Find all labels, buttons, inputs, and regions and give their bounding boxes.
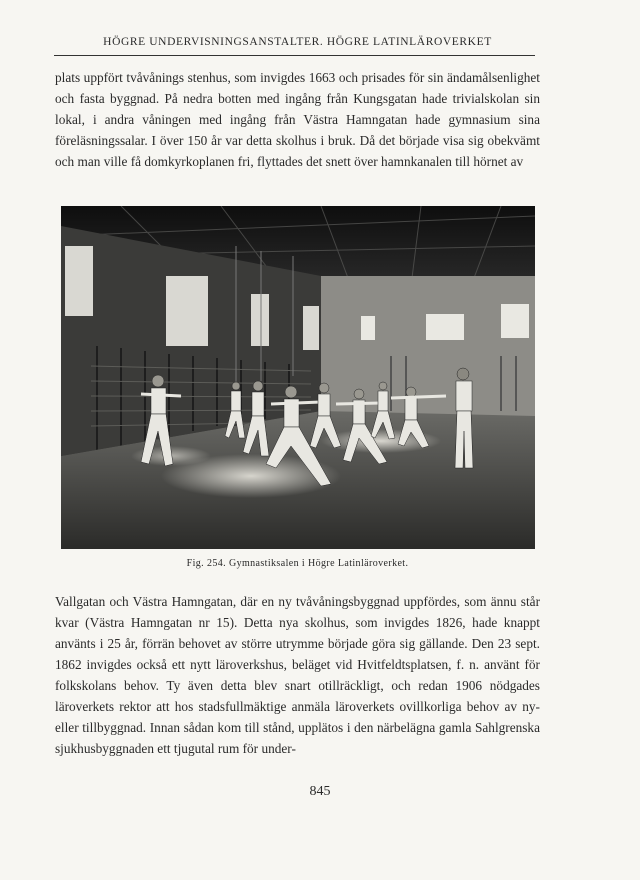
running-header: HÖGRE UNDERVISNINGSANSTALTER. HÖGRE LATINLÄROVERKET [103, 36, 492, 48]
figure-caption: Fig. 254. Gymnastiksalen i Högre Latinläroverket. [186, 558, 409, 569]
paragraph-2: Vallgatan och Västra Hamngatan, där en ny tvåvåningsbyggnad uppfördes, som ännu står kvar (Västra Hamngatan nr 15). Detta nya skolhus, som invigdes 1826, hade knappt använts i 25 år, förrän behovet av större utrymme började göra sig gällande. Den 23 sept. 1862 invigdes också ett nytt läroverkshus, beläget vid Hvitfeldtsplatsen, f. n. använt för folkskolans behov. Ty även detta blev snart otillräckligt, och redan 1906 nödgades läroverkets rektor att hos stadsfullmäktige anmäla läroverkets ovillkorliga behov av ny- eller tillbyggnad. Innan sådan kom till stånd, upplätos i den närbelägna gamla Sahlgrenska sjukhusbyggnaden ett tjugutal rum för under- [55, 594, 540, 756]
header-rule [54, 55, 535, 56]
gymnasium-photo [61, 206, 535, 549]
paragraph-1: plats uppfört tvåvånings stenhus, som invigdes 1663 och prisades för sin ändamålsenlighet och fasta byggnad. På nedra botten med ingång från Kungsgatan hade trivialskolan sin lokal, i andra våningen med ingång från Västra Hamngatan hade gymnasium sina föreläsningssalar. I över 150 år var detta skolhus i bruk. Då det började visa sig obekvämt och man ville få domkyrkoplanen fri, flyttades det snett över hamnkanalen till hörnet av [55, 70, 540, 169]
page-number: 845 [309, 784, 331, 799]
